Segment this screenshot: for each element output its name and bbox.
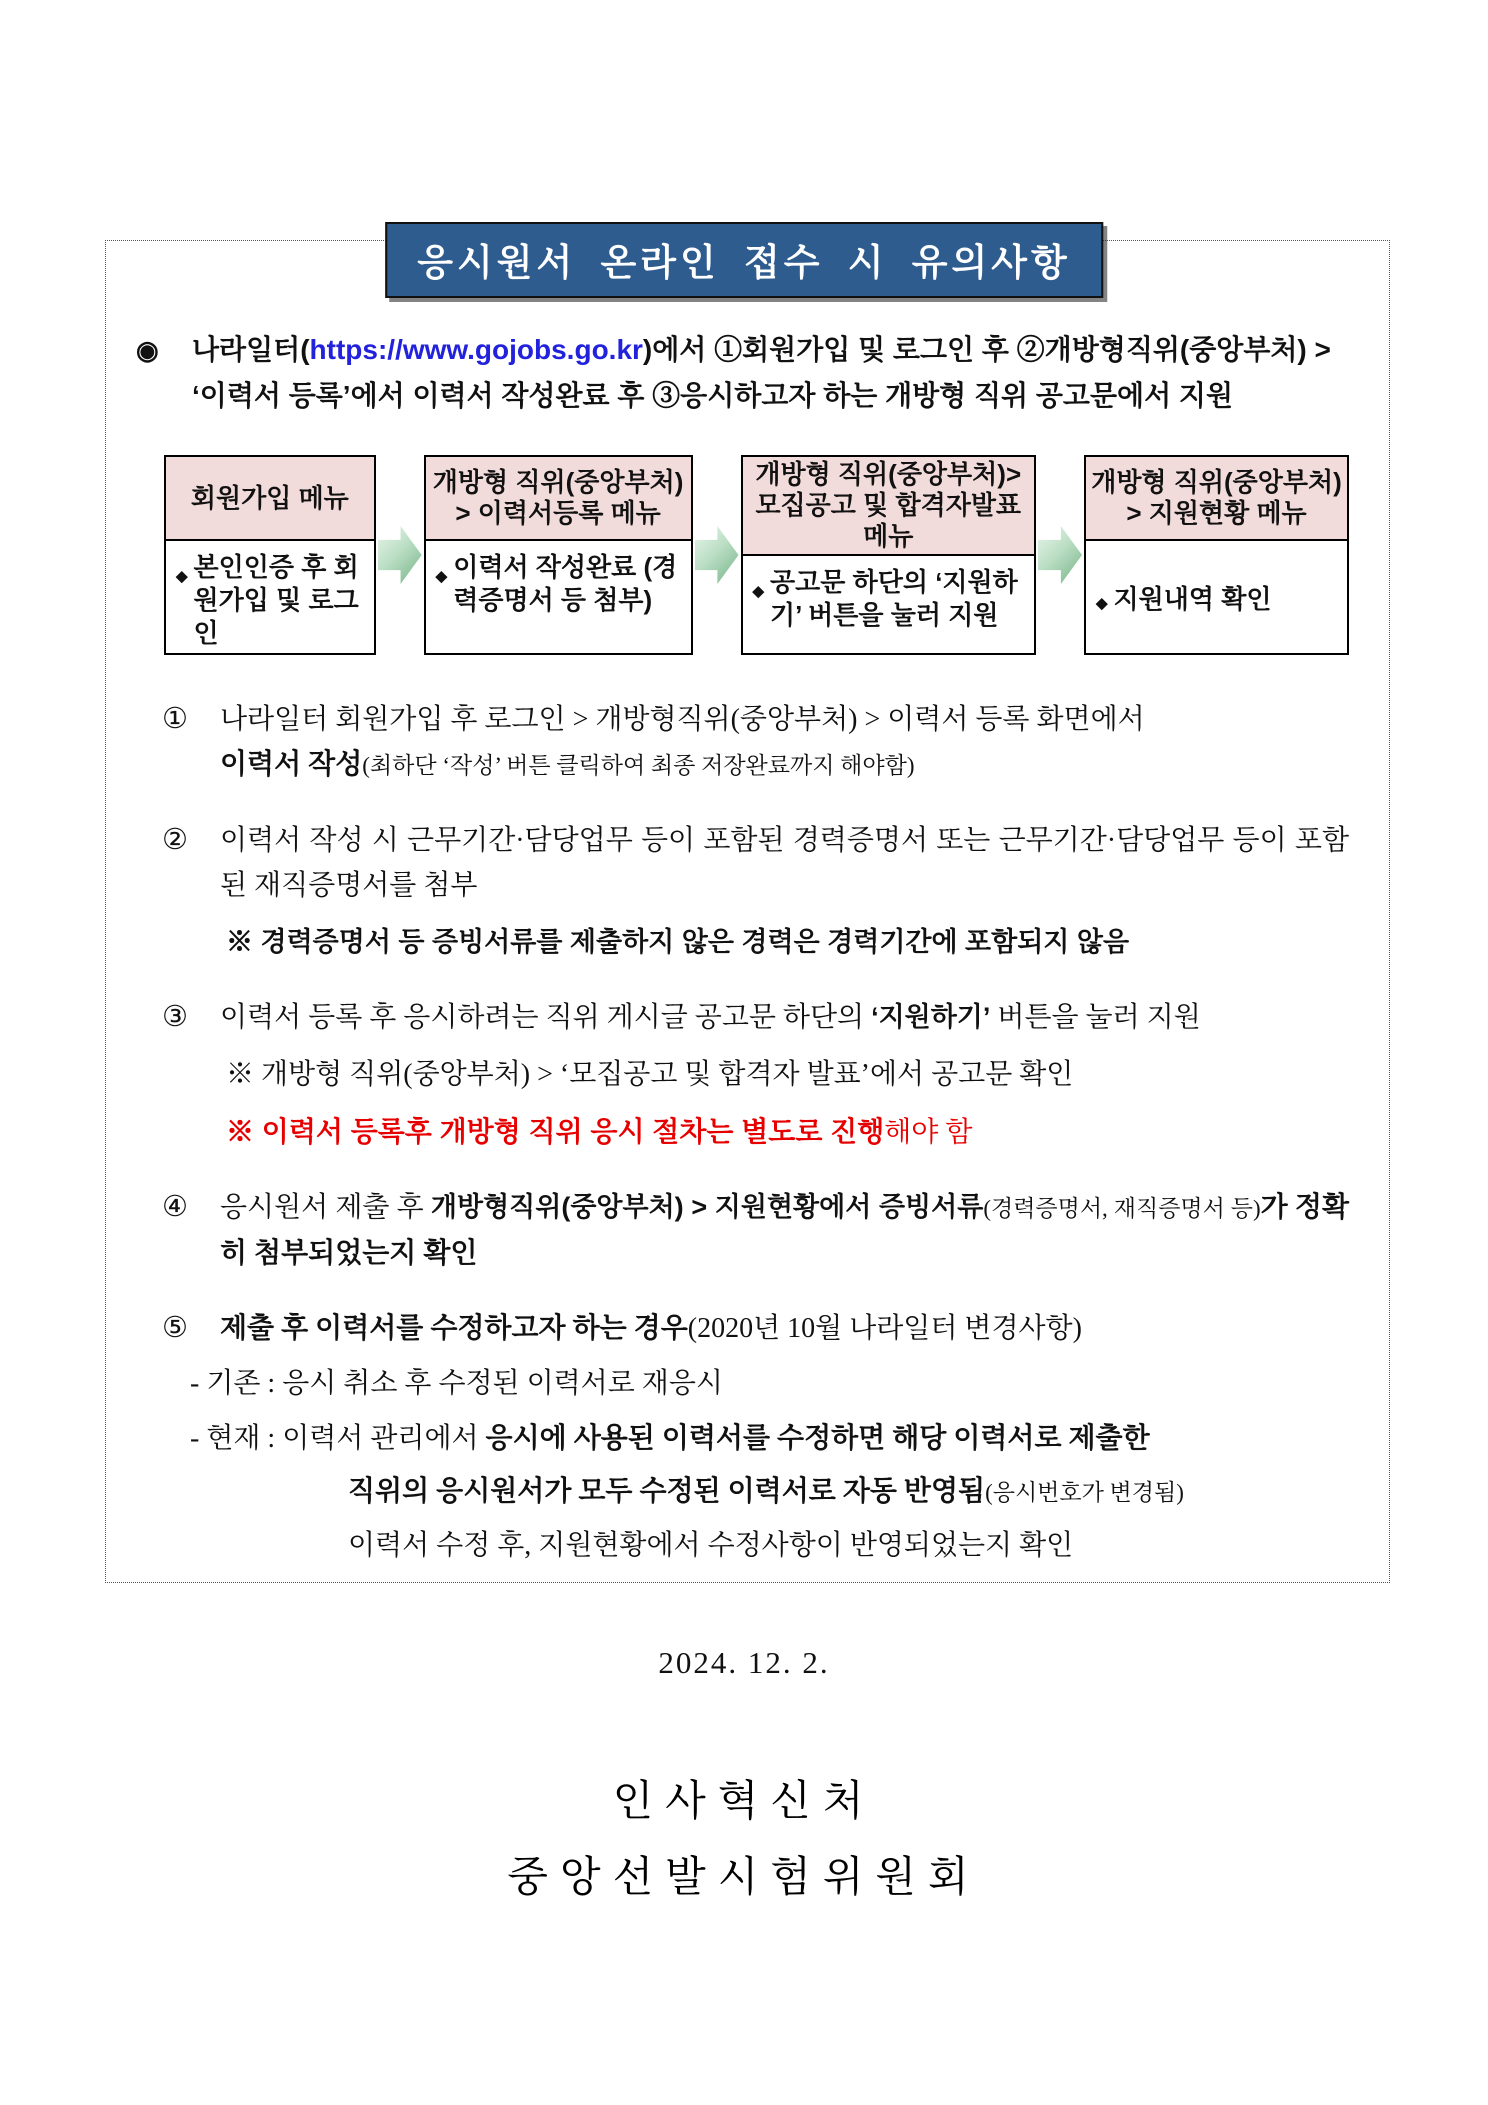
item-text-post: 버튼을 눌러 지원 — [990, 1002, 1201, 1033]
item-text-pre: 이력서 등록 후 응시하려는 직위 게시글 공고문 하단의 — [220, 1002, 872, 1033]
alert-tail-text: 해야 함 — [884, 1117, 973, 1148]
item-subline-continuation — [348, 1469, 1349, 1515]
flow-step-body — [743, 556, 1035, 653]
notice-body — [105, 240, 1390, 1583]
flow-step-status — [1084, 455, 1349, 655]
item-bold-text: 제출 후 이력서를 수정하고자 하는 경우 — [220, 1313, 688, 1344]
flow-arrow-icon — [378, 526, 422, 584]
item-bold-text-2: 가 정확히 첨부되었는지 확인 — [220, 1192, 1350, 1269]
item-subline-old: - 기존 : 응시 취소 후 수정된 이력서로 재응시 — [190, 1368, 723, 1399]
intro-line-1 — [192, 327, 1331, 373]
item-number: ⑤ — [162, 1312, 188, 1344]
subline-pre: - 현재 : 이력서 관리에서 — [190, 1423, 486, 1454]
application-flowchart — [164, 455, 1349, 655]
item-text — [220, 1185, 1349, 1276]
flow-step-resume — [424, 455, 693, 655]
flow-step-text: 본인인증 후 회원가입 및 로그인 — [193, 552, 359, 648]
instruction-item-4 — [162, 1185, 1349, 1276]
item-small-text: (최하단 ‘작성’ 버튼 클릭하여 최종 저장완료까지 해야함) — [362, 753, 915, 778]
flow-step-header: 개방형 직위(중앙부처)> 모집공고 및 합격자발표 메뉴 — [743, 457, 1035, 556]
org-name-committee: 중앙선발시험위원회 — [507, 1853, 981, 1900]
item-bold-text: ‘지원하기’ — [871, 1002, 991, 1032]
fisheye-bullet-icon: ◉ — [136, 335, 159, 365]
item-text — [220, 995, 1349, 1040]
org-name-mpm: 인사혁신처 — [612, 1777, 876, 1824]
diamond-bullet-icon: ◆ — [176, 568, 188, 585]
intro-line-2: ‘이력서 등록’에서 이력서 작성완료 후 ③응시하고자 하는 개방형 직위 공고문에서 지원 — [192, 380, 1233, 411]
diamond-bullet-icon: ◆ — [752, 583, 765, 600]
flow-step-apply — [741, 455, 1037, 655]
flow-step-header: 개방형 직위(중앙부처) > 지원현황 메뉴 — [1086, 457, 1347, 541]
page-title: 응시원서 온라인 접수 시 유의사항 — [385, 222, 1103, 298]
item-paren-text: (2020년 10월 나라일터 변경사항) — [687, 1313, 1082, 1344]
item-text: 나라일터 회원가입 후 로그인 > 개방형직위(중앙부처) > 이력서 등록 화면에서 — [220, 704, 1145, 735]
item-continuation — [162, 742, 1349, 788]
issuing-organizations — [0, 1763, 1488, 1915]
intro-pre: 나라일터( — [192, 334, 310, 365]
flow-step-header: 개방형 직위(중앙부처) > 이력서등록 메뉴 — [426, 457, 691, 541]
flow-step-text: 지원내역 확인 — [1113, 583, 1272, 614]
flow-arrow-icon — [695, 526, 739, 584]
item-bold-text: 이력서 작성 — [220, 749, 363, 780]
instruction-list — [136, 697, 1353, 1568]
item-subline-check: 이력서 수정 후, 지원현황에서 수정사항이 반영되었는지 확인 — [348, 1530, 1074, 1561]
subline-small: (응시번호가 변경됨) — [985, 1480, 1184, 1505]
item-number: ③ — [162, 1001, 188, 1033]
flow-step-header: 회원가입 메뉴 — [166, 457, 374, 541]
instruction-item-3 — [162, 995, 1349, 1155]
instruction-item-5 — [162, 1306, 1349, 1568]
item-subline-current — [190, 1416, 1349, 1461]
document-date: 2024. 12. 2. — [658, 1645, 830, 1680]
flow-step-body — [1086, 541, 1347, 653]
item-text-pre: 응시원서 제출 후 — [220, 1192, 431, 1223]
flow-step-body — [166, 541, 374, 656]
subline-bold: 응시에 사용된 이력서를 수정하면 해당 이력서로 제출한 — [485, 1423, 1150, 1454]
item-note: ※ 개방형 직위(중앙부처) > ‘모집공고 및 합격자 발표’에서 공고문 확인 — [226, 1059, 1074, 1090]
flow-step-text: 공고문 하단의 ‘지원하기’ 버튼을 눌러 지원 — [770, 567, 1018, 630]
item-bold-text: 개방형직위(중앙부처) > 지원현황에서 증빙서류 — [430, 1192, 984, 1222]
diamond-bullet-icon: ◆ — [1096, 595, 1108, 612]
gojobs-link[interactable]: https://www.gojobs.go.kr — [309, 334, 643, 365]
item-alert-note — [226, 1109, 1349, 1155]
item-note: ※ 경력증명서 등 증빙서류를 제출하지 않은 경력은 경력기간에 포함되지 않음 — [226, 927, 1130, 957]
item-text — [220, 1306, 1349, 1351]
intro-paragraph — [136, 327, 1353, 419]
document-footer — [0, 1645, 1488, 1915]
item-number: ② — [162, 824, 188, 856]
instruction-item-1 — [162, 697, 1349, 788]
item-number: ④ — [162, 1191, 188, 1223]
instruction-item-2 — [162, 818, 1349, 965]
flow-step-body — [426, 541, 691, 653]
item-number: ① — [162, 703, 188, 735]
flow-step-text: 이력서 작성완료 (경력증명서 등 첨부) — [453, 552, 678, 615]
flow-step-signup — [164, 455, 376, 655]
item-text: 이력서 작성 시 근무기간·담당업무 등이 포함된 경력증명서 또는 근무기간·담당업무 등이 포함된 재직증명서를 첨부 — [220, 825, 1349, 901]
item-small-text: (경력증명서, 재직증명서 등) — [983, 1196, 1261, 1221]
alert-bold-text: ※ 이력서 등록후 개방형 직위 응시 절차는 별도로 진행 — [226, 1116, 885, 1147]
intro-post: )에서 ①회원가입 및 로그인 후 ②개방형직위(중앙부처) > — [642, 334, 1331, 365]
diamond-bullet-icon: ◆ — [435, 568, 448, 585]
subline-bold: 직위의 응시원서가 모두 수정된 이력서로 자동 반영됨 — [348, 1476, 986, 1507]
flow-arrow-icon — [1038, 526, 1082, 584]
